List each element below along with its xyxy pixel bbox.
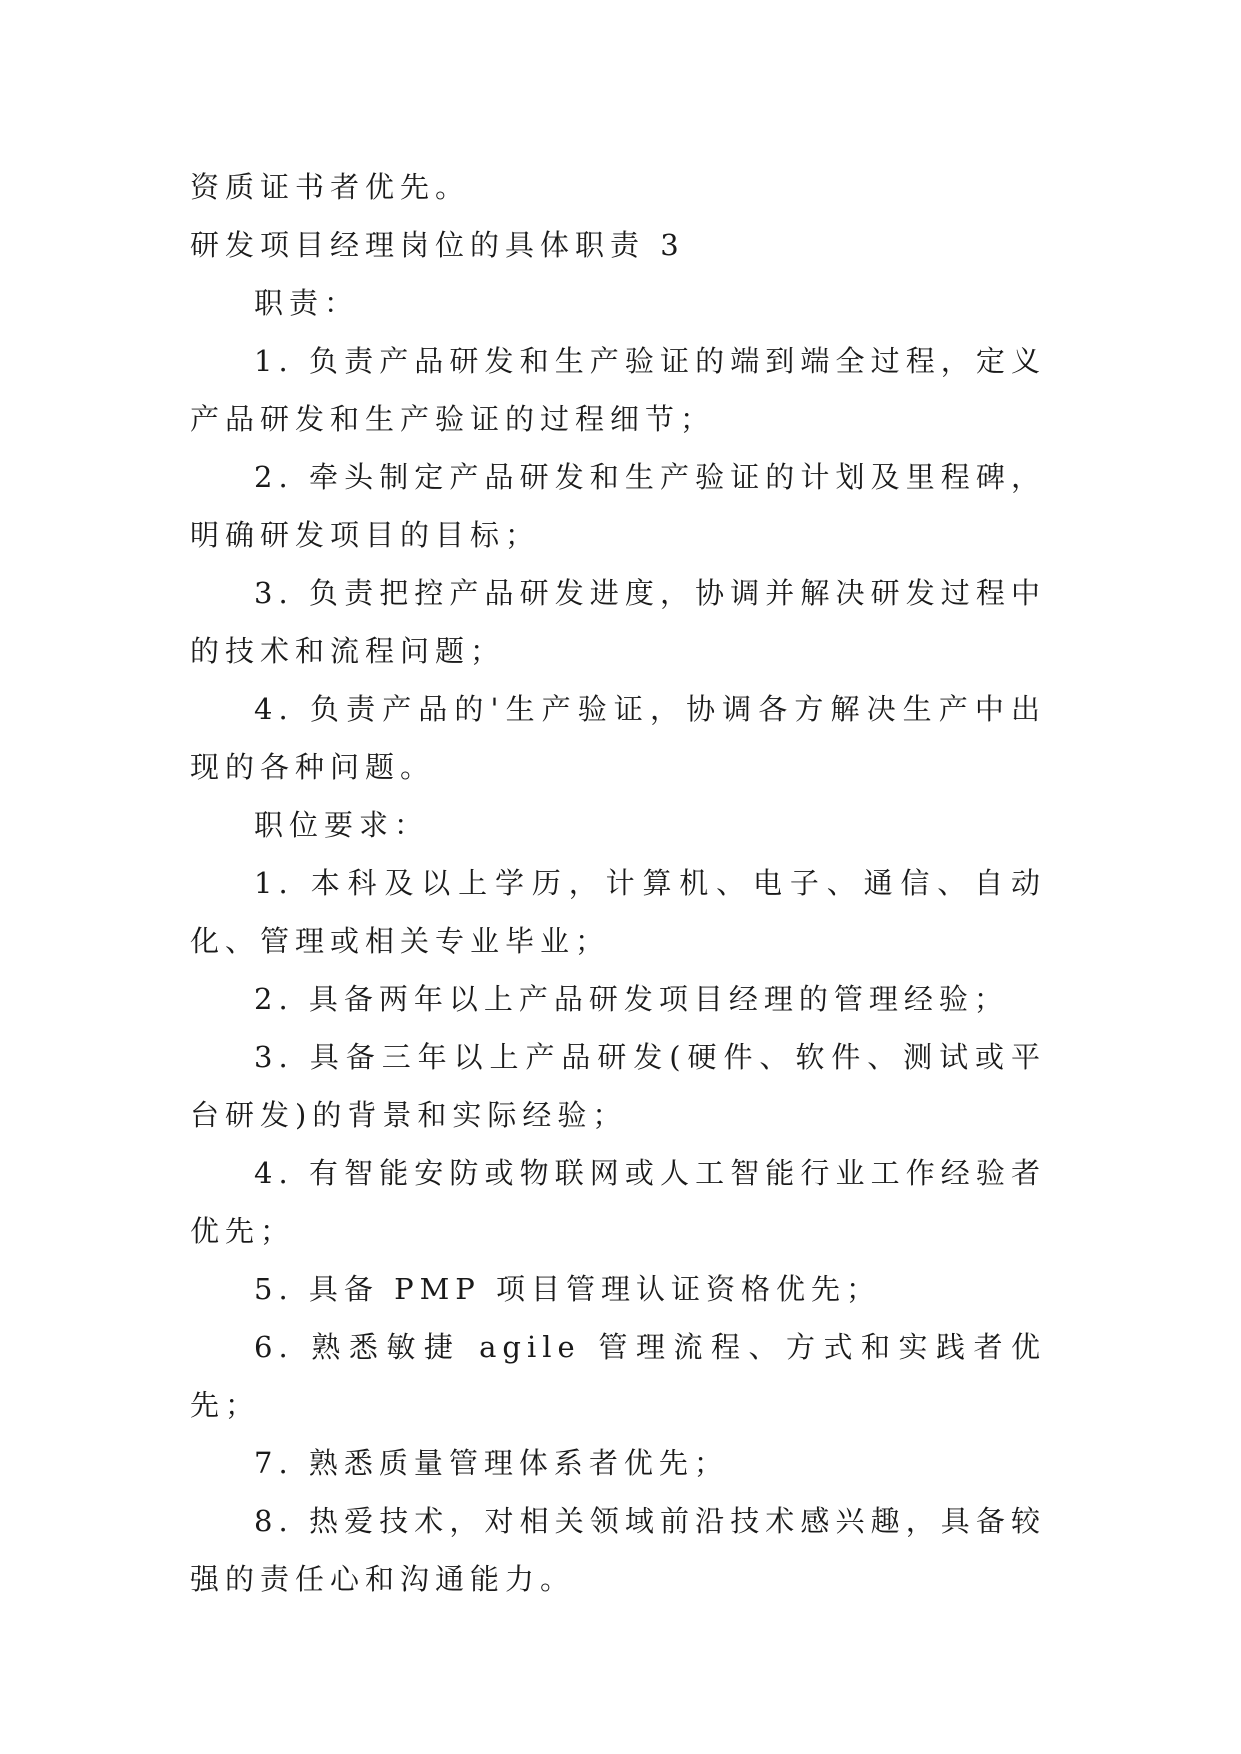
requirement-item: 7. 熟悉质量管理体系者优先； (254, 1446, 729, 1480)
responsibility-item: 3. 负责把控产品研发进度，协调并解决研发过程中的技术和流程问题； (190, 576, 1046, 668)
responsibility-item: 1. 负责产品研发和生产验证的端到端全过程，定义产品研发和生产验证的过程细节； (190, 344, 1046, 436)
section-heading: 研发项目经理岗位的具体职责 3 (190, 228, 685, 262)
responsibilities-label: 职责： (254, 286, 360, 320)
document-body (190, 158, 1046, 1608)
requirement-item: 1. 本科及以上学历，计算机、电子、通信、自动化、管理或相关专业毕业； (190, 866, 1046, 958)
requirement-item: 6. 熟悉敏捷 agile 管理流程、方式和实践者优先； (190, 1330, 1046, 1422)
responsibility-item: 2. 牵头制定产品研发和生产验证的计划及里程碑，明确研发项目的目标； (190, 460, 1046, 552)
requirement-item: 2. 具备两年以上产品研发项目经理的管理经验； (254, 982, 1009, 1016)
responsibility-item: 4. 负责产品的'生产验证，协调各方解决生产中出现的各种问题。 (190, 692, 1046, 784)
requirement-item: 8. 热爱技术，对相关领域前沿技术感兴趣，具备较强的责任心和沟通能力。 (190, 1504, 1046, 1596)
requirement-item: 4. 有智能安防或物联网或人工智能行业工作经验者优先； (190, 1156, 1046, 1248)
requirement-item: 5. 具备 PMP 项目管理认证资格优先； (254, 1272, 882, 1306)
paragraph-continuation: 资质证书者优先。 (190, 170, 471, 204)
requirements-label: 职位要求： (254, 808, 430, 842)
requirement-item: 3. 具备三年以上产品研发(硬件、软件、测试或平台研发)的背景和实际经验； (190, 1040, 1046, 1132)
